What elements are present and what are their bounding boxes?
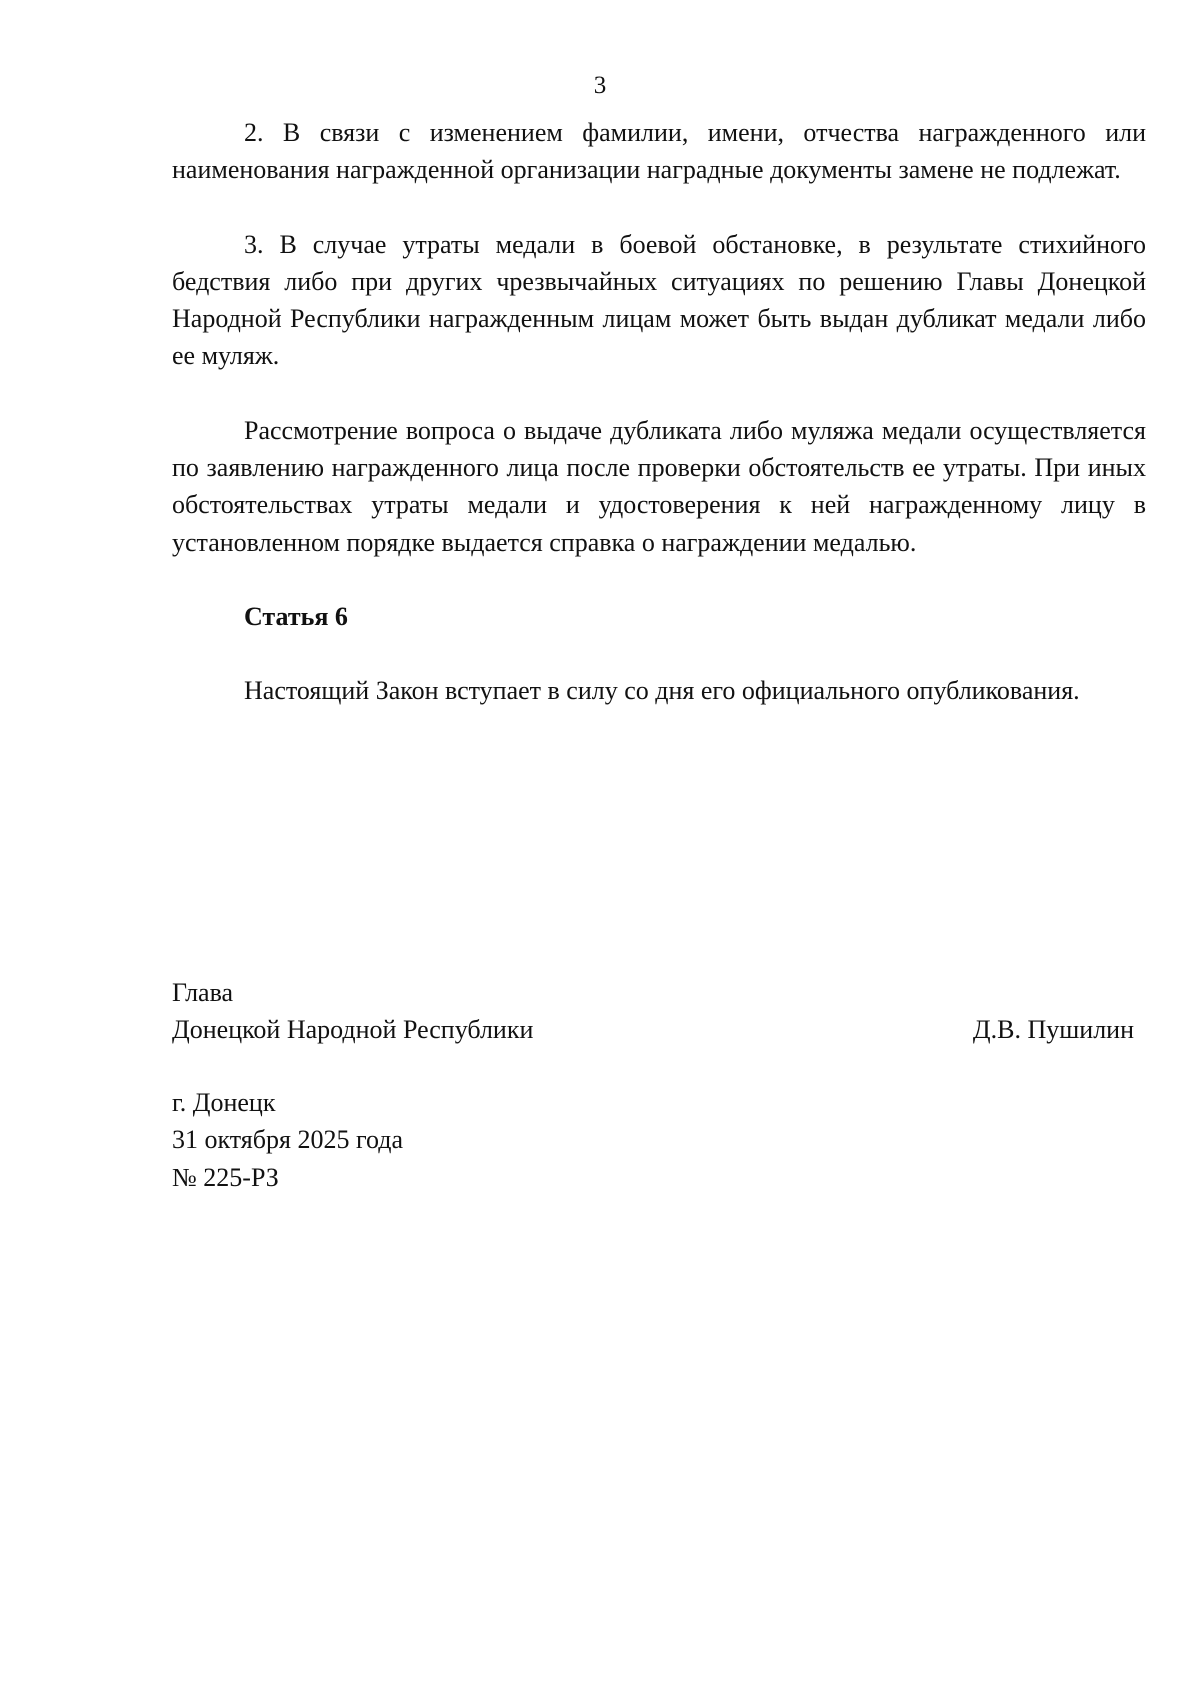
paragraph-3: 3. В случае утраты медали в боевой обстановке, в результате стихийного бедствия либо при других чрезвычайных ситуациях по решению Главы Донецкой Народной Республики награжденным лицам может быть выдан дубликат медали либо ее муляж. [172,229,1146,371]
issuance-city: г. Донецк [172,1088,276,1117]
document-body [172,114,1146,710]
law-number: № 225-РЗ [172,1162,279,1192]
page-number: 3 [593,72,607,99]
issuance-details [172,1084,403,1196]
article-heading: Статья 6 [244,601,348,631]
paragraph-gap [172,189,1146,226]
signature-row [172,1011,1134,1048]
paragraph-gap [172,375,1146,412]
paragraph-gap [172,635,1146,672]
signatory-title-line1: Глава [172,978,234,1007]
signatory-name: Д.В. Пушилин [972,1015,1134,1045]
issuance-date: 31 октября 2025 года [172,1125,403,1155]
signatory-title-line2: Донецкой Народной Республики [172,1015,534,1045]
article-text: Настоящий Закон вступает в силу со дня его официального опубликования. [244,676,1080,706]
paragraph-gap [172,561,1146,598]
paragraph-2: 2. В связи с изменением фамилии, имени, отчества награжденного или наименования награжденной организации наградные документы замене не подлежат. [172,118,1146,185]
paragraph-4: Рассмотрение вопроса о выдаче дубликата либо муляжа медали осуществляется по заявлению награжденного лица после проверки обстоятельств ее утраты. При иных обстоятельствах утраты медали и удостоверения к ней награжденному лицу в установленном порядке выдается справка о награждении медалью. [172,415,1146,557]
signature-block [172,974,1134,1049]
